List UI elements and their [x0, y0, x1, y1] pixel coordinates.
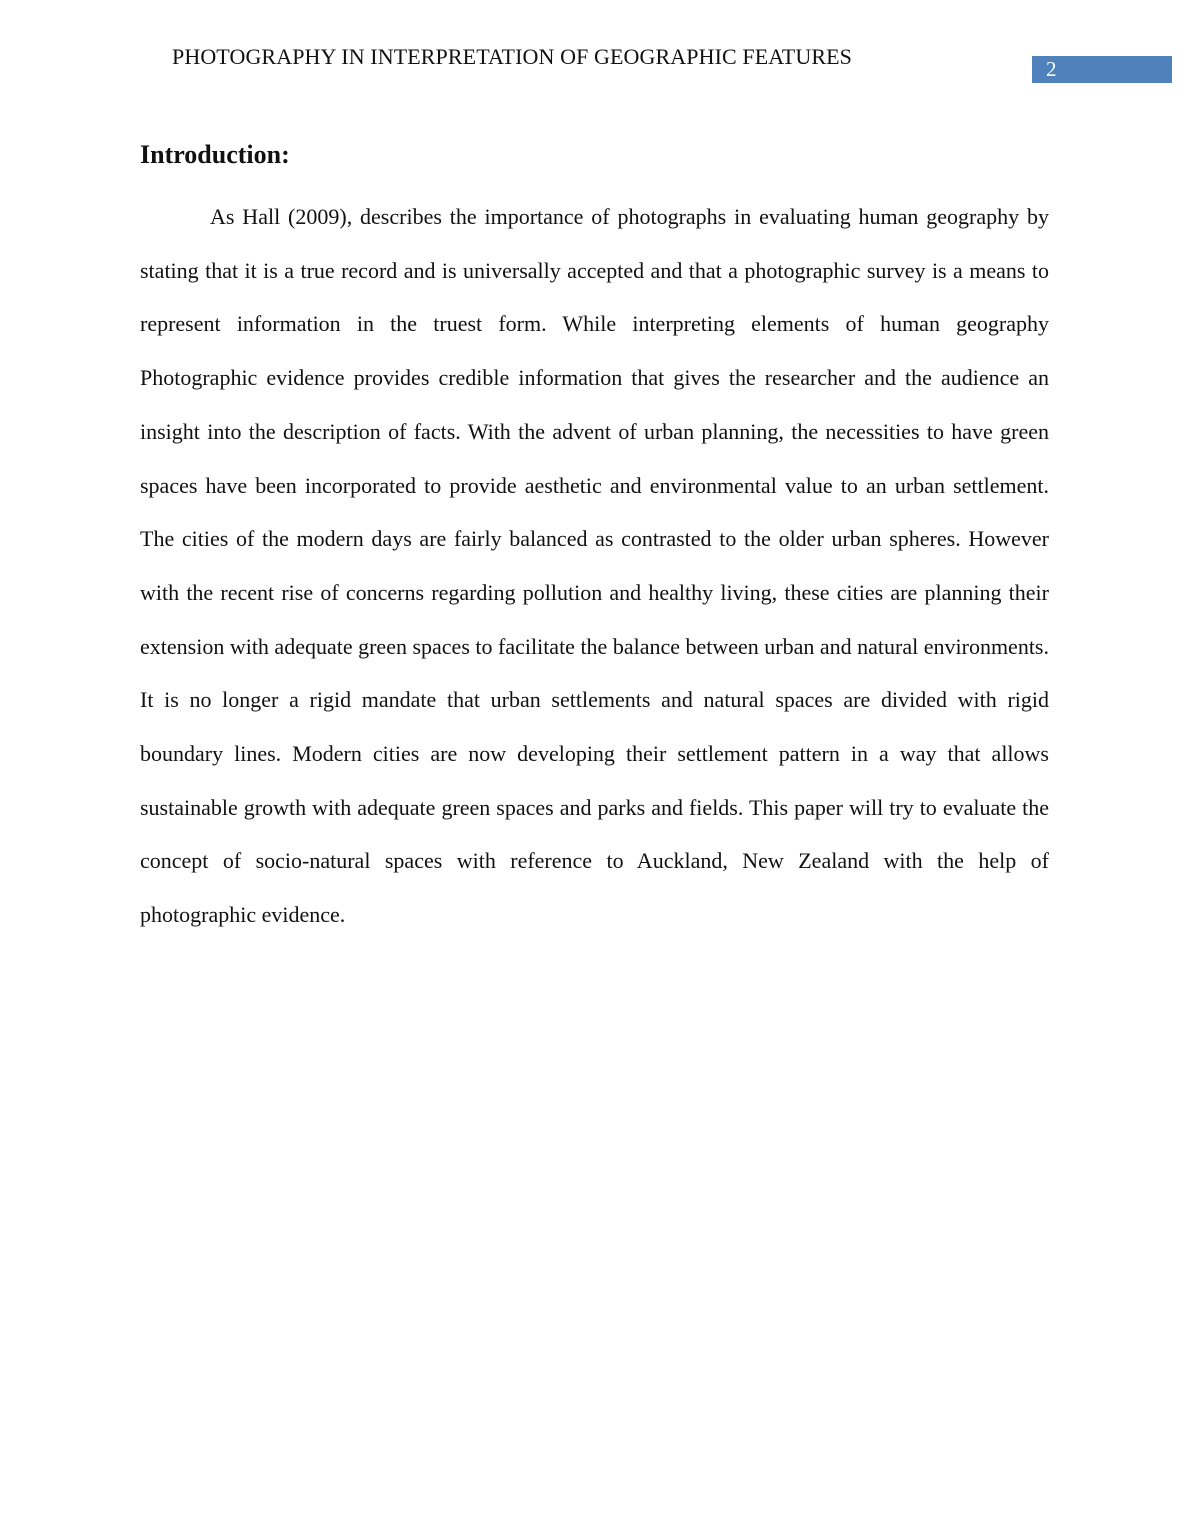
page-number: 2 — [1046, 57, 1057, 81]
page-number-badge — [1032, 56, 1172, 83]
running-head-title: PHOTOGRAPHY IN INTERPRETATION OF GEOGRAPHIC FEATURES — [172, 44, 852, 69]
body-paragraph: As Hall (2009), describes the importance of photographs in evaluating human geography by stating that it is a true record and is universally accepted and that a photographic survey is a means to represent information in the truest form. While interpreting elements of human geography Photographic evidence provides credible information that gives the researcher and the audience an insight into the description of facts. With the advent of urban planning, the necessities to have green spaces have been incorporated to provide aesthetic and environmental value to an urban settlement. The cities of the modern days are fairly balanced as contrasted to the older urban spheres. However with the recent rise of concerns regarding pollution and healthy living, these cities are planning their extension with adequate green spaces to facilitate the balance between urban and natural environments. It is no longer a rigid mandate that urban settlements and natural spaces are divided with rigid boundary lines. Modern cities are now developing their settlement pattern in a way that allows sustainable growth with adequate green spaces and parks and fields. This paper will try to evaluate the concept of socio-natural spaces with reference to Auckland, New Zealand with the help of photographic evidence. — [140, 204, 1049, 928]
section-heading: Introduction: — [140, 140, 290, 169]
